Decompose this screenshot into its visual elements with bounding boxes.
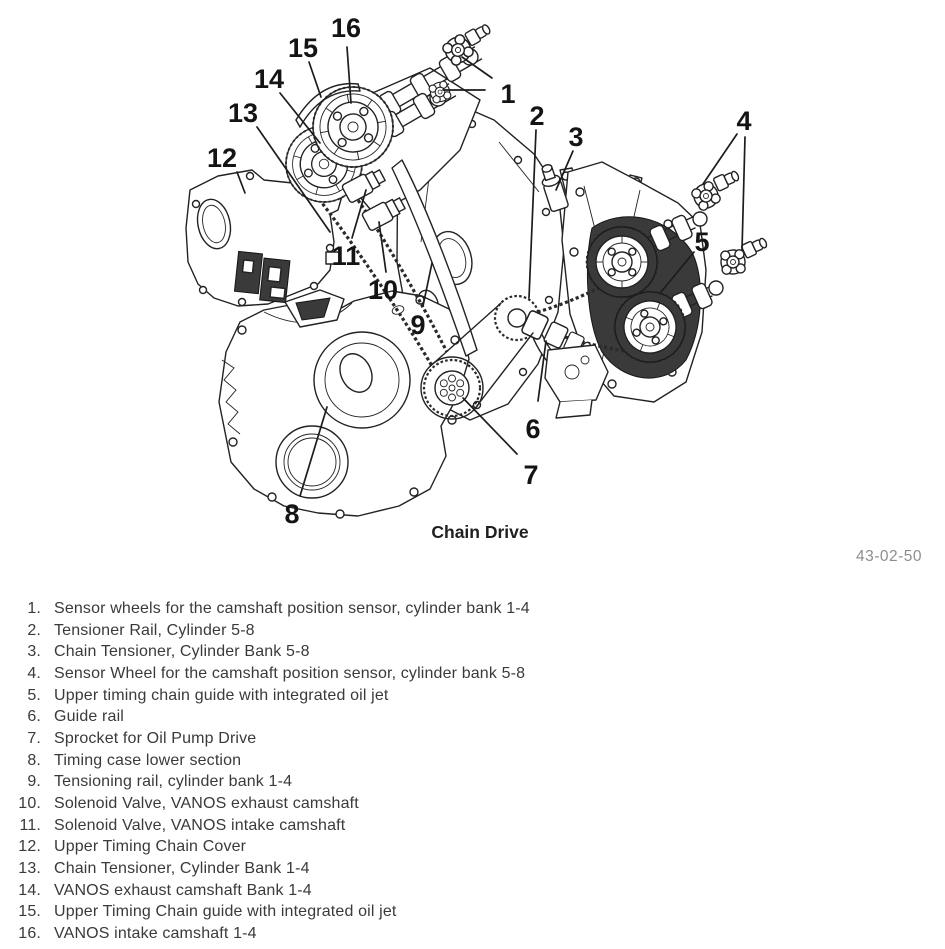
item-number: 6. bbox=[27, 708, 41, 726]
item-text: Upper Timing Chain Cover bbox=[54, 838, 247, 856]
parts-list-item bbox=[0, 771, 530, 793]
sensor-wheel-5-8-upper bbox=[688, 169, 740, 214]
item-number: 3. bbox=[27, 643, 41, 661]
callout-1: 1 bbox=[500, 79, 516, 109]
parts-list-item bbox=[0, 858, 530, 880]
item-text: Tensioner Rail, Cylinder 5-8 bbox=[54, 621, 255, 639]
callout-6: 6 bbox=[525, 414, 541, 444]
item-text: Chain Tensioner, Cylinder Bank 5-8 bbox=[54, 643, 310, 661]
item-number: 16. bbox=[18, 924, 41, 942]
item-number: 7. bbox=[27, 729, 41, 747]
parts-list-item bbox=[0, 685, 530, 707]
parts-list-item bbox=[0, 815, 530, 837]
parts-list-item bbox=[0, 706, 530, 728]
item-text: Chain Tensioner, Cylinder Bank 1-4 bbox=[54, 859, 310, 877]
item-text: Sensor Wheel for the camshaft position sensor, cylinder bank 5-8 bbox=[54, 664, 526, 682]
engine-line-art bbox=[186, 22, 769, 518]
item-text: Sensor wheels for the camshaft position sensor, cylinder bank 1-4 bbox=[54, 600, 530, 617]
item-text: Upper timing chain guide with integrated oil jet bbox=[54, 686, 389, 704]
item-number: 12. bbox=[18, 838, 41, 856]
item-number: 14. bbox=[18, 881, 41, 899]
item-text: Upper Timing Chain guide with integrated oil jet bbox=[54, 903, 397, 921]
callout-7: 7 bbox=[523, 460, 539, 490]
parts-list-item bbox=[0, 728, 530, 750]
item-number: 10. bbox=[18, 794, 41, 812]
item-text: Timing case lower section bbox=[54, 751, 242, 769]
callout-5: 5 bbox=[694, 227, 710, 257]
callout-8: 8 bbox=[284, 499, 300, 529]
item-number: 1. bbox=[27, 600, 41, 617]
item-number: 15. bbox=[18, 903, 41, 921]
item-number: 11. bbox=[19, 816, 41, 834]
callout-3: 3 bbox=[568, 122, 584, 152]
item-number: 4. bbox=[27, 664, 41, 682]
item-text: Solenoid Valve, VANOS exhaust camshaft bbox=[54, 794, 359, 812]
item-text: Guide rail bbox=[54, 708, 124, 726]
item-text: Solenoid Valve, VANOS intake camshaft bbox=[54, 816, 346, 834]
sprocket-5-8-intake bbox=[587, 227, 658, 298]
item-text: VANOS exhaust camshaft Bank 1-4 bbox=[54, 881, 312, 899]
item-number: 2. bbox=[27, 621, 41, 639]
callout-9: 9 bbox=[410, 310, 426, 340]
item-text: Tensioning rail, cylinder bank 1-4 bbox=[54, 773, 293, 791]
sensor-wheel-5-8-lower bbox=[713, 236, 769, 283]
parts-list-item bbox=[0, 793, 530, 815]
parts-list-item bbox=[0, 598, 530, 620]
callout-2: 2 bbox=[529, 101, 545, 131]
item-number: 5. bbox=[27, 686, 41, 704]
item-text: Sprocket for Oil Pump Drive bbox=[54, 729, 257, 747]
item-number: 8. bbox=[27, 751, 41, 769]
lower-bracket bbox=[545, 345, 608, 418]
parts-list-item bbox=[0, 836, 530, 858]
item-text: VANOS intake camshaft 1-4 bbox=[54, 924, 257, 942]
callout-13: 13 bbox=[227, 98, 259, 128]
callout-11: 11 bbox=[331, 241, 361, 271]
parts-list-item bbox=[0, 750, 530, 772]
callout-12: 12 bbox=[206, 143, 238, 173]
parts-list-item bbox=[0, 620, 530, 642]
parts-list-item bbox=[0, 923, 530, 945]
parts-list-item bbox=[0, 641, 530, 663]
timing-case-lower-section bbox=[219, 291, 469, 518]
callout-10: 10 bbox=[367, 275, 399, 305]
callout-16: 16 bbox=[330, 13, 362, 43]
item-number: 9. bbox=[27, 773, 41, 791]
callout-15: 15 bbox=[287, 33, 319, 63]
callout-4: 4 bbox=[736, 106, 752, 136]
parts-list bbox=[0, 598, 530, 945]
figure-caption: Chain Drive bbox=[431, 522, 529, 542]
parts-list-item bbox=[0, 663, 530, 685]
parts-list-item bbox=[0, 880, 530, 902]
parts-list-item bbox=[0, 901, 530, 923]
item-number: 13. bbox=[18, 859, 41, 877]
callout-14: 14 bbox=[253, 64, 285, 94]
figure-number: 43-02-50 bbox=[855, 548, 922, 565]
